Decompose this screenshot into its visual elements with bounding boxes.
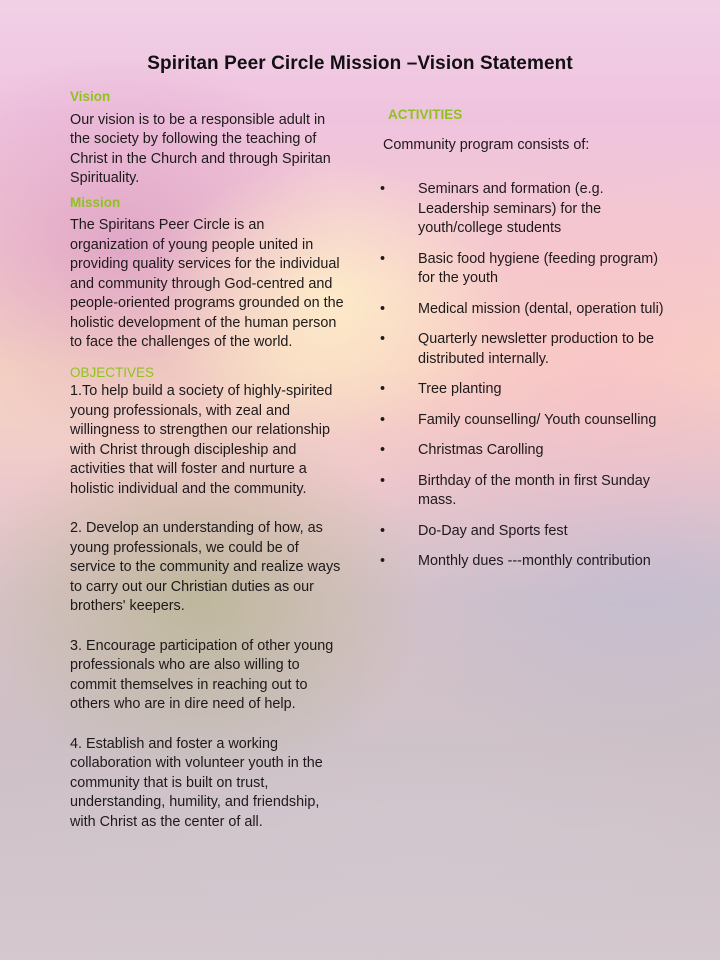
list-item	[380, 411, 670, 431]
bullet-icon: •	[380, 472, 386, 489]
left-column	[70, 87, 346, 832]
activity-text: Do-Day and Sports fest	[418, 522, 568, 539]
activity-text: Quarterly newsletter production to be distributed internally.	[418, 331, 654, 367]
list-item	[380, 552, 670, 572]
bullet-icon: •	[380, 553, 386, 569]
page-title: Spiritan Peer Circle Mission –Vision Statement	[147, 53, 573, 74]
vision-text: Our vision is to be a responsible adult in the society by following the teaching of Christ in the Church and through Spiritan Spirituality.	[70, 111, 331, 186]
bullet-icon: •	[380, 300, 386, 317]
bullet-icon: •	[380, 522, 386, 539]
bullet-icon: •	[380, 442, 386, 458]
objective-2: 2. Develop an understanding of how, as young professionals, we could be of service to the community and realize ways to carry out our Christian duties as our brothers' keepers.	[70, 520, 341, 614]
list-item	[380, 522, 670, 542]
objective-1: 1.To help build a society of highly-spirited young professionals, with zeal and willingness to strengthen our relationship with Christ through discipleship and activities that will foster and nurture a holistic individual and the community.	[70, 383, 333, 497]
objective-3: 3. Encourage participation of other young professionals who are also willing to commit themselves in reaching out to others who are in dire need of help.	[70, 637, 334, 712]
bullet-icon: •	[380, 331, 386, 347]
objectives-heading: OBJECTIVES	[70, 364, 155, 380]
bullet-icon: •	[380, 381, 386, 397]
activity-text: Monthly dues ---monthly contribution	[418, 553, 651, 569]
right-column	[380, 105, 670, 583]
list-item	[380, 472, 670, 511]
activity-text: Tree planting	[418, 381, 502, 397]
bullet-icon: •	[380, 250, 386, 267]
mission-heading: Mission	[70, 194, 121, 210]
activities-intro: Community program consists of:	[383, 136, 590, 153]
bullet-icon: •	[380, 411, 386, 428]
activity-text: Basic food hygiene (feeding program) for the youth	[418, 250, 658, 286]
list-item	[380, 180, 670, 239]
objective-4: 4. Establish and foster a working collaboration with volunteer youth in the community that is built on trust, understanding, humility, and friendship, with Christ as the center of all.	[70, 735, 323, 830]
activity-text: Christmas Carolling	[418, 442, 544, 458]
mission-text: The Spiritans Peer Circle is an organization of young people united in providing quality services for the individual and community through God-centred and people-oriented programs grounded on the holistic development of the human person to face the challenges of the world.	[70, 217, 344, 350]
activities-heading: ACTIVITIES	[388, 107, 463, 122]
list-item	[380, 300, 670, 320]
activity-text: Family counselling/ Youth counselling	[418, 411, 657, 428]
list-item	[380, 441, 670, 461]
bullet-icon: •	[380, 181, 386, 197]
activities-list	[380, 180, 670, 572]
list-item	[380, 330, 670, 369]
activity-text: Birthday of the month in first Sunday mass.	[418, 472, 650, 508]
list-item	[380, 250, 670, 289]
vision-heading: Vision	[70, 89, 111, 104]
activity-text: Medical mission (dental, operation tuli)	[418, 300, 664, 317]
list-item	[380, 380, 670, 400]
activity-text: Seminars and formation (e.g. Leadership seminars) for the youth/college students	[418, 181, 604, 236]
